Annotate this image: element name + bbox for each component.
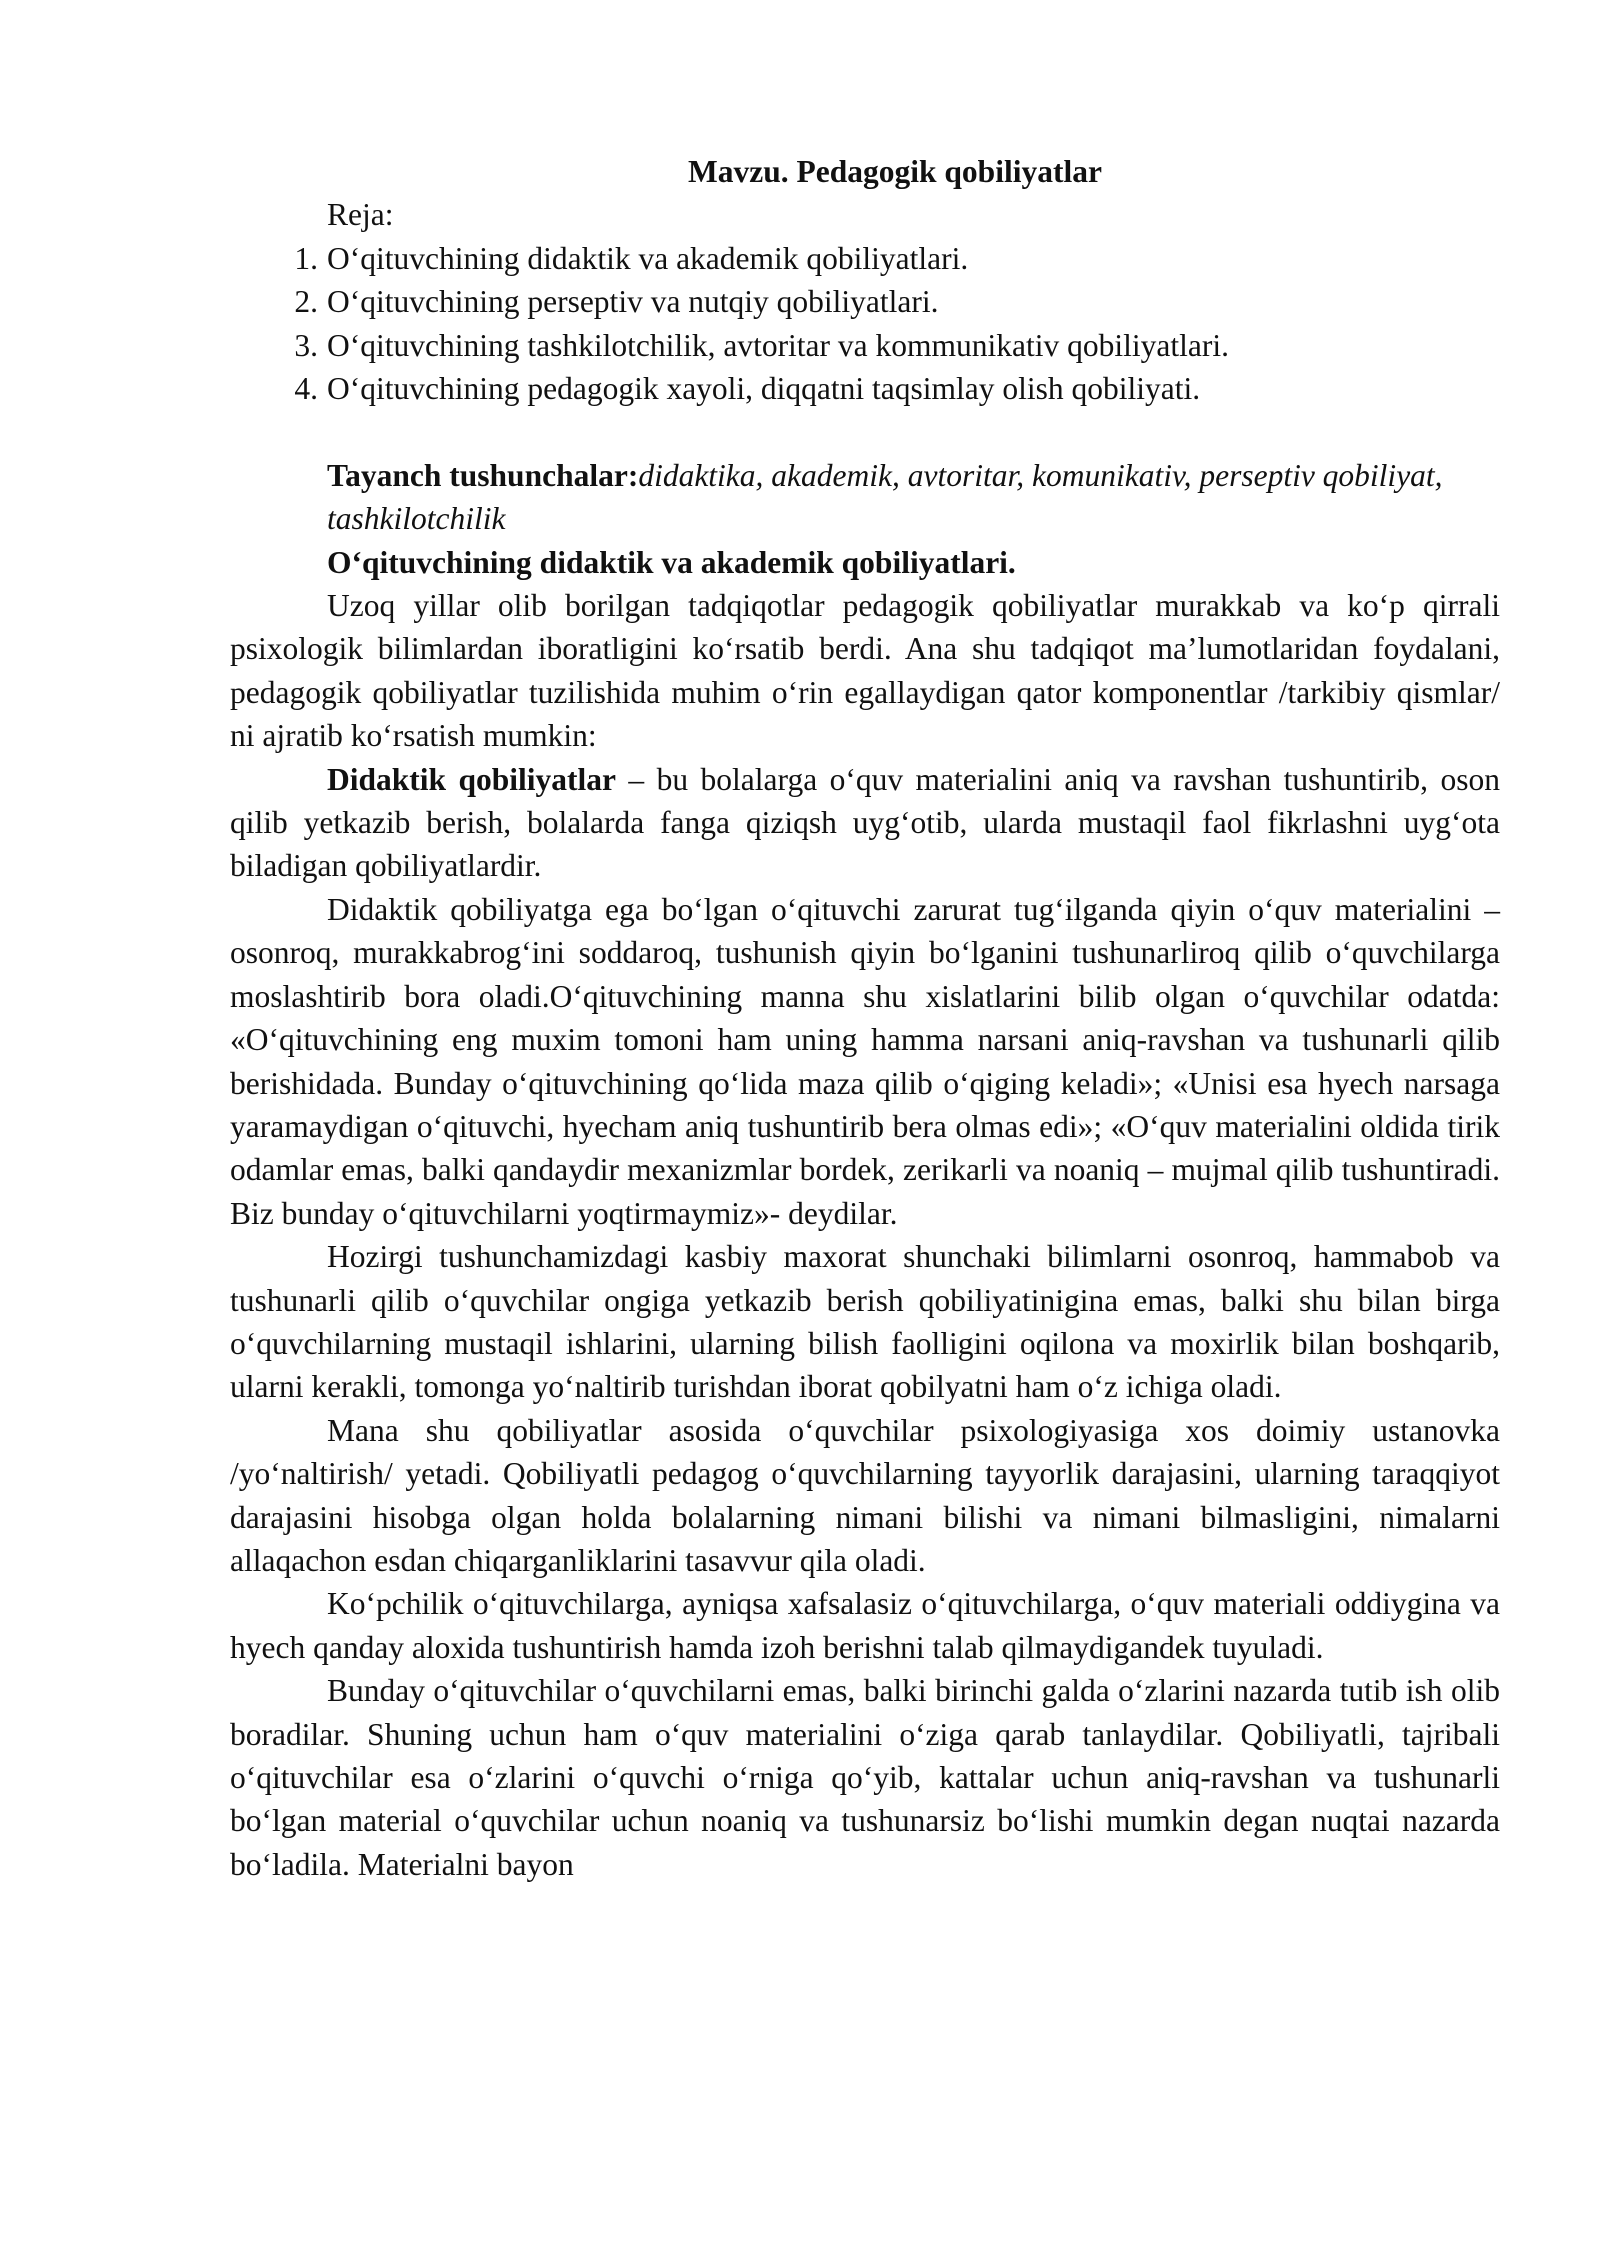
paragraph-text: – bu bolalarga o‘quv materialini aniq va ravshan tushuntirib, oson qilib yetkazib berish, bolalarda fanga qiziqsh uyg‘otib, ularda mustaqil faol fikrlashni uyg‘ota biladigan qobiliyatlardir. xyxy=(230,761,1500,884)
paragraph: Didaktik qobiliyatga ega bo‘lgan o‘qituvchi zarurat tug‘ilganda qiyin o‘quv materialini – osonroq, murakkabrog‘ini soddaroq, tushunish qiyin bo‘lganini tushunarliroq qilib o‘quvchilarga moslashtirib bora oladi.O‘qituvchining manna shu xislatlarini bilib olgan o‘quvchilar odatda: «O‘qituvchining eng muxim tomoni ham uning hamma narsani aniq-ravshan va tushunarli qilib berishidada. Bunday o‘qituvchining qo‘lida maza qilib o‘qiging keladi»; «Unisi esa hyech narsaga yaramaydigan o‘qituvchi, hyecham aniq tushuntirib bera olmas edi»; «O‘quv materialini oldida tirik odamlar emas, balki qandaydir mexanizmlar bordek, zerikarli va noaniq – mujmal qilib tushuntiradi. Biz bunday o‘qituvchilarni yoqtirmaymiz»- deydilar. xyxy=(230,891,1500,1231)
key-terms xyxy=(230,454,1500,541)
plan-item xyxy=(230,324,1500,367)
paragraph: Uzoq yillar olib borilgan tadqiqotlar pedagogik qobiliyatlar murakkab va ko‘p qirrali psixologik bilimlardan iboratligini ko‘rsatib berdi. Ana shu tadqiqot ma’lumotlaridan foydalani, pedagogik qobiliyatlar tuzilishida muhim o‘rin egallaydigan qator komponentlar /tarkibiy qismlar/ ni ajratib ko‘rsatish mumkin: xyxy=(230,588,1500,754)
paragraph xyxy=(230,758,1500,888)
paragraph: Bunday o‘qituvchilar o‘quvchilarni emas, balki birinchi galda o‘zlarini nazarda tutib ish olib boradilar. Shuning uchun ham o‘quv materialini o‘ziga qarab tanlaydilar. Qobiliyatli, tajribali o‘qituvchilar esa o‘zlarini o‘quvchi o‘rniga qo‘yib, kattalar uchun aniq-ravshan va tushunarli bo‘lgan material o‘quvchilar uchun noaniq va tushunarsiz bo‘lishi mumkin degan nuqtai nazarda bo‘ladila. Materialni bayon xyxy=(230,1673,1500,1882)
plan-item-text: O‘qituvchining perseptiv va nutqiy qobiliyatlari. xyxy=(327,284,939,320)
paragraph: Ko‘pchilik o‘qituvchilarga, ayniqsa xafsalasiz o‘qituvchilarga, o‘quv materiali oddiygina va hyech qanday aloxida tushuntirish hamda izoh berishni talab qilmaydigandek tuyuladi. xyxy=(230,1586,1500,1665)
document-page xyxy=(230,150,1500,1886)
paragraph: Hozirgi tushunchamizdagi kasbiy maxorat shunchaki bilimlarni osonroq, hammabob va tushunarli qilib o‘quvchilar ongiga yetkazib berish qobiliyatinigina emas, balki shu bilan birga o‘quvchilarning mustaqil ishlarini, ularning bilish faolligini oqilona va moxirlik bilan boshqarib, ularni kerakli, tomonga yo‘naltirib turishdan iborat qobilyatni ham o‘z ichiga oladi. xyxy=(230,1239,1500,1405)
section-heading: O‘qituvchining didaktik va akademik qobiliyatlari. xyxy=(327,544,1016,580)
plan-item-number: 4. xyxy=(294,371,318,407)
paragraph: Mana shu qobiliyatlar asosida o‘quvchilar psixologiyasiga xos doimiy ustanovka /yo‘naltirish/ yetadi. Qobiliyatli pedagog o‘quvchilarning tayyorlik darajasini, ularning taraqqiyot darajasini hisobga olgan holda bolalarning nimani bilishi va nimani bilmasligini, nimalarni allaqachon esdan chiqarganliklarini tasavvur qila oladi. xyxy=(230,1412,1500,1578)
plan-list xyxy=(230,237,1500,411)
spacer xyxy=(230,410,1500,453)
document-title: Mavzu. Pedagogik qobiliyatlar xyxy=(688,154,1102,189)
plan-item-text: O‘qituvchining pedagogik xayoli, diqqatni taqsimlay olish qobiliyati. xyxy=(327,371,1201,407)
key-terms-text: didaktika, akademik, avtoritar, komunikativ, perseptiv qobiliyat, tashkilotchilik xyxy=(327,457,1443,537)
key-terms-label: Tayanch tushunchalar: xyxy=(327,457,639,493)
plan-item xyxy=(230,367,1500,410)
plan-item-number: 1. xyxy=(294,240,318,276)
plan-item xyxy=(230,280,1500,323)
plan-item-text: O‘qituvchining didaktik va akademik qobiliyatlari. xyxy=(327,240,969,276)
plan-item-number: 2. xyxy=(294,284,318,320)
plan-item xyxy=(230,237,1500,280)
plan-item-number: 3. xyxy=(294,327,318,363)
plan-item-text: O‘qituvchining tashkilotchilik, avtoritar va kommunikativ qobiliyatlari. xyxy=(327,327,1229,363)
defined-term: Didaktik qobiliyatlar xyxy=(327,761,616,797)
plan-label: Reja: xyxy=(327,197,394,233)
